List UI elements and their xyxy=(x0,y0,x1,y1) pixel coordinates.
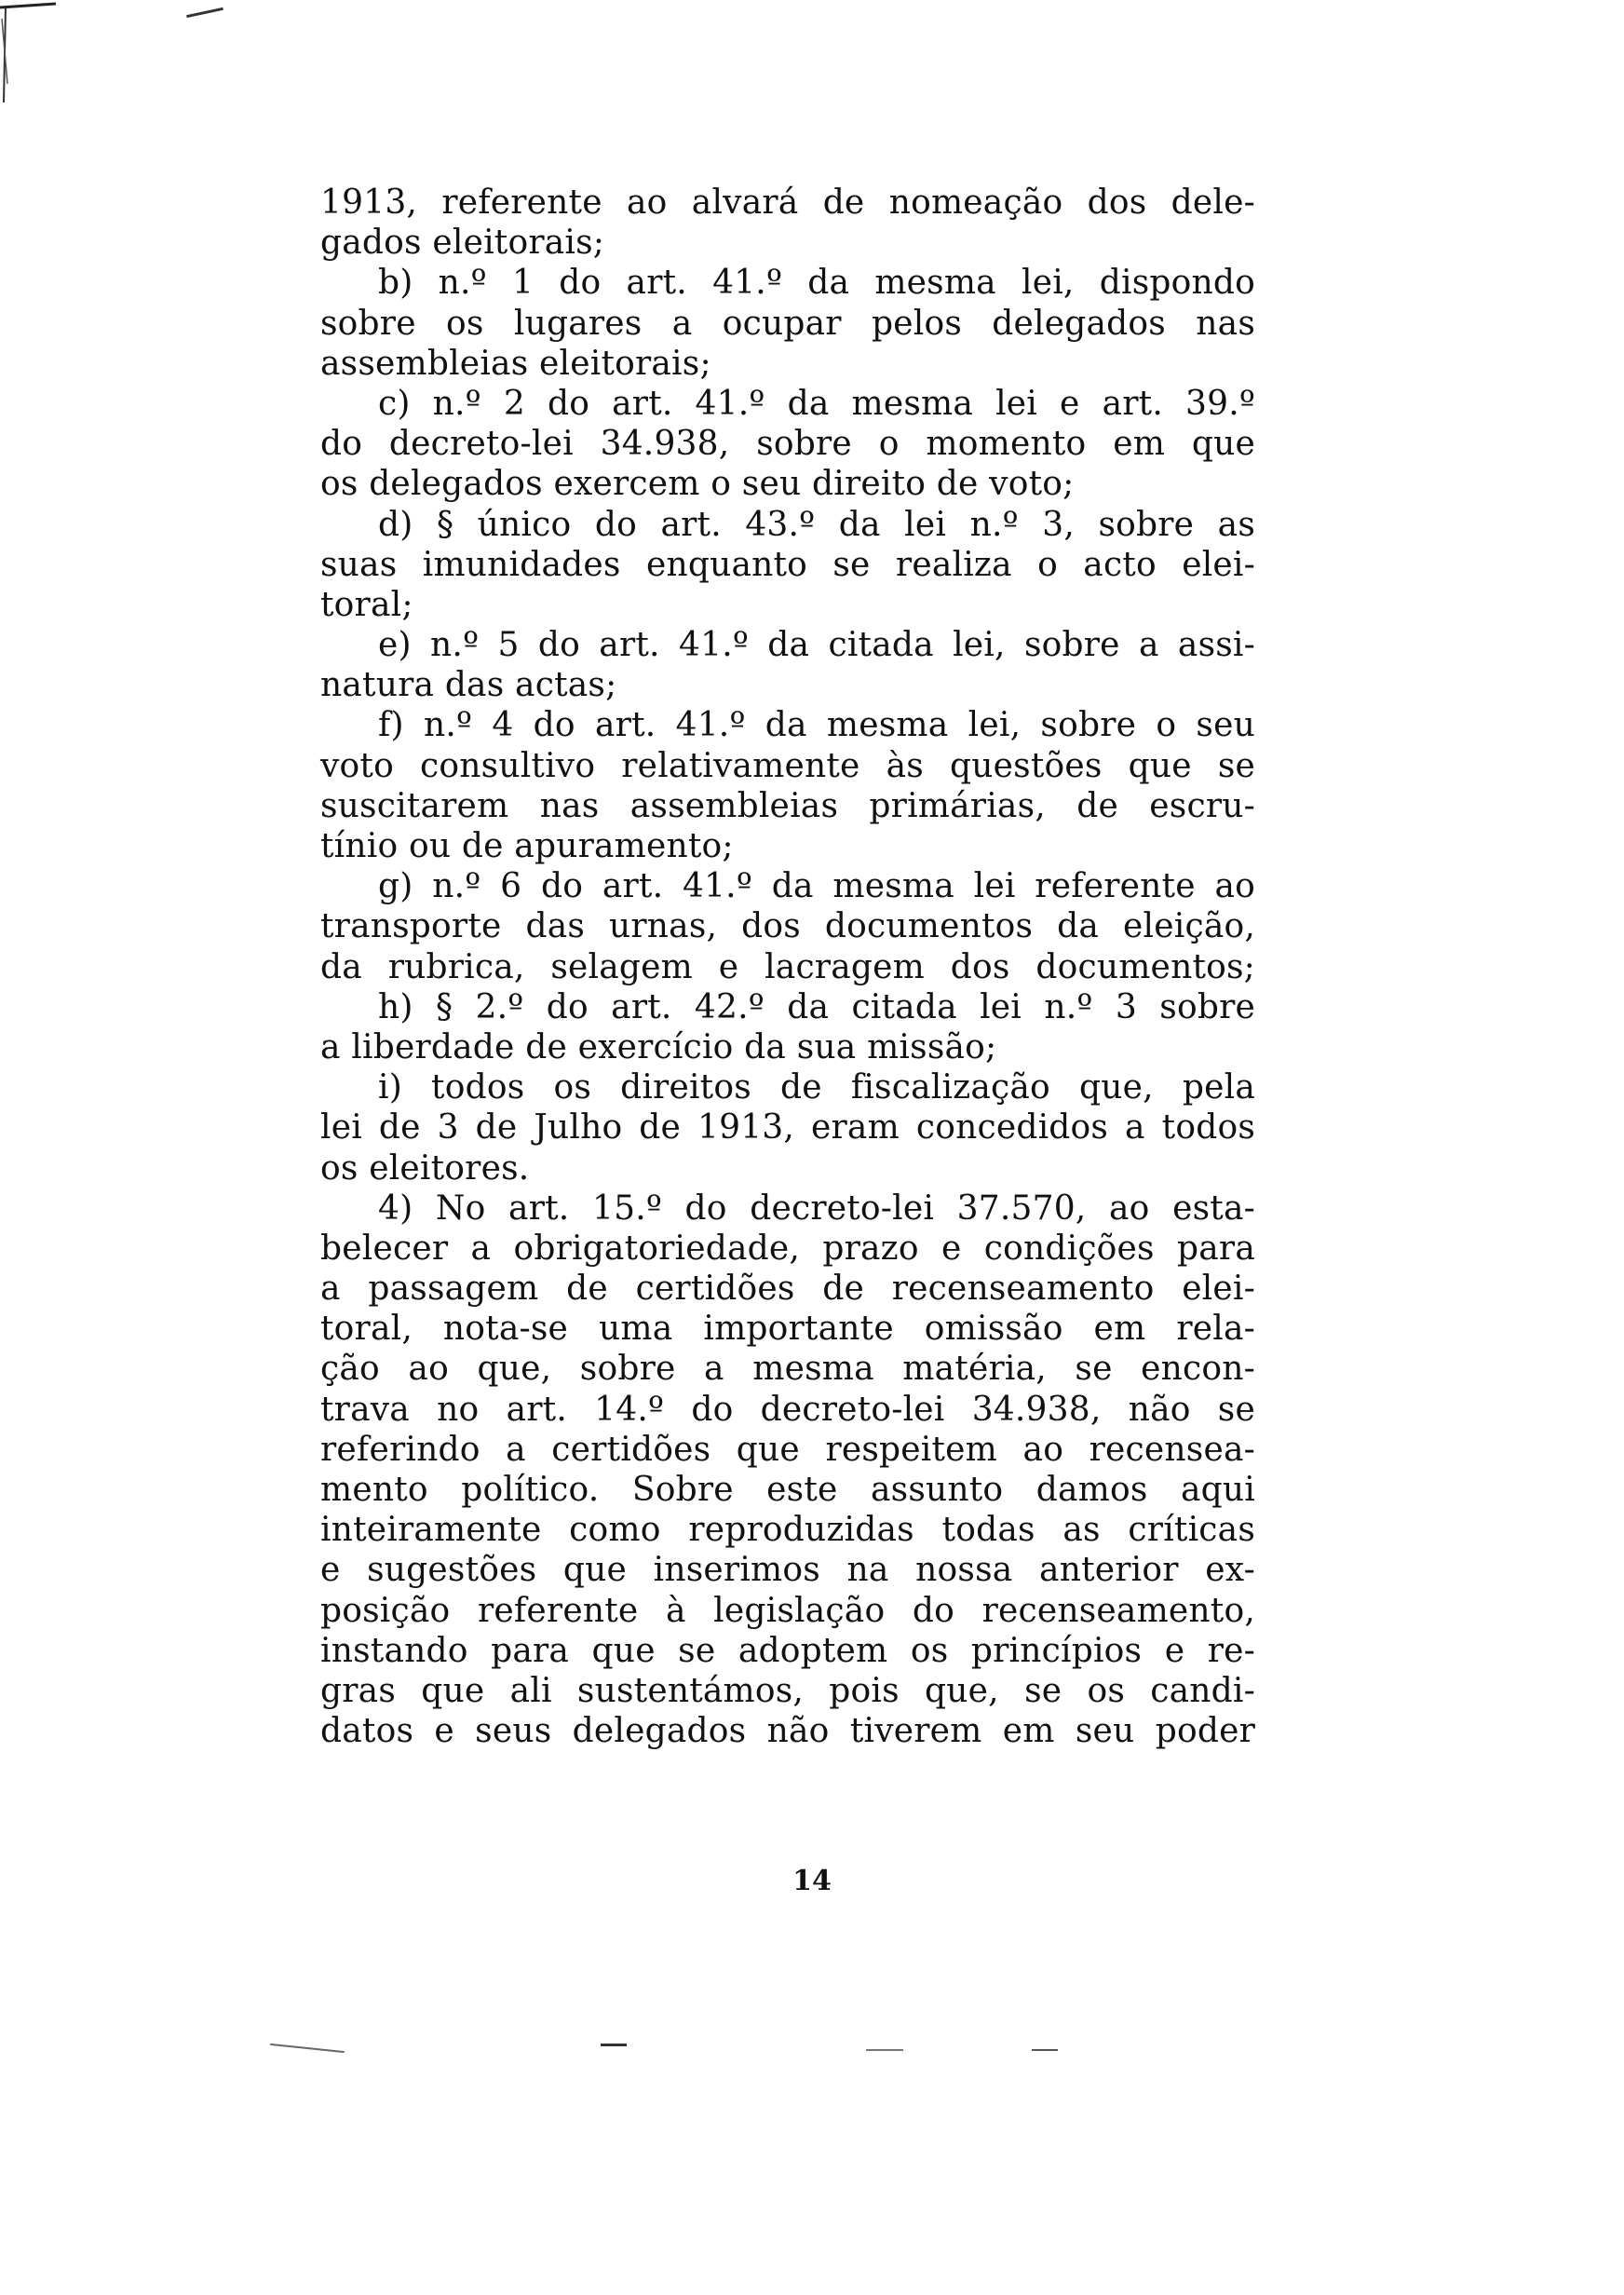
text-line: datos e seus delegados não tiverem em seu poder xyxy=(320,1712,1255,1751)
text-line: instando para que se adoptem os princípios e re- xyxy=(320,1631,1255,1670)
text-line: 4) No art. 15.º do decreto-lei 37.570, ao esta- xyxy=(378,1188,1255,1228)
text-line: sobre os lugares a ocupar pelos delegados nas xyxy=(320,304,1255,343)
text-line: f) n.º 4 do art. 41.º da mesma lei, sobre o seu xyxy=(378,706,1255,745)
text-line: c) n.º 2 do art. 41.º da mesma lei e art. 39.º xyxy=(378,384,1255,423)
scan-dash-top xyxy=(186,7,223,18)
text-line: trava no art. 14.º do decreto-lei 34.938, não se xyxy=(320,1390,1255,1429)
text-line: mento político. Sobre este assunto damos aqui xyxy=(320,1471,1255,1509)
scan-dash-bottom-2 xyxy=(601,2044,627,2046)
text-line: gados eleitorais; xyxy=(320,224,605,263)
text-line: gras que ali sustentámos, pois que, se os candi- xyxy=(320,1671,1255,1710)
text-line: os delegados exercem o seu direito de voto; xyxy=(320,465,1075,504)
text-line: toral, nota-se uma importante omissão em rela- xyxy=(320,1310,1255,1349)
scan-dash-bottom-4 xyxy=(1032,2049,1058,2051)
text-line: do decreto-lei 34.938, sobre o momento em que xyxy=(320,425,1255,464)
page-number: 14 xyxy=(792,1865,832,1897)
text-line: da rubrica, selagem e lacragem dos documentos; xyxy=(320,947,1255,986)
text-line: a liberdade de exercício da sua missão; xyxy=(320,1027,997,1066)
text-line: h) § 2.º do art. 42.º da citada lei n.º 3 sobre xyxy=(378,987,1255,1026)
text-line: d) § único do art. 43.º da lei n.º 3, sobre as xyxy=(378,505,1255,544)
text-line: a passagem de certidões de recenseamento elei- xyxy=(320,1270,1255,1309)
text-line: g) n.º 6 do art. 41.º da mesma lei referente ao xyxy=(378,867,1255,906)
text-line: posição referente à legislação do recenseamento, xyxy=(320,1591,1255,1630)
text-line: inteiramente como reproduzidas todas as críticas xyxy=(320,1511,1255,1550)
text-line: os eleitores. xyxy=(320,1148,530,1188)
text-line: e sugestões que inserimos na nossa anterior ex- xyxy=(320,1551,1255,1590)
text-line: b) n.º 1 do art. 41.º da mesma lei, dispondo xyxy=(378,264,1255,303)
text-line: ção ao que, sobre a mesma matéria, se encon- xyxy=(320,1350,1255,1389)
scan-dash-bottom-1 xyxy=(270,2044,345,2053)
text-line: referindo a certidões que respeitem ao recensea- xyxy=(320,1430,1255,1469)
text-line: belecer a obrigatoriedade, prazo e condições para xyxy=(320,1229,1255,1268)
text-line: assembleias eleitorais; xyxy=(320,344,711,383)
text-line: suscitarem nas assembleias primárias, de escru- xyxy=(320,786,1255,825)
text-line: lei de 3 de Julho de 1913, eram concedidos a todos xyxy=(320,1108,1255,1148)
text-line: toral; xyxy=(320,585,413,624)
body-text xyxy=(320,183,1255,1751)
text-line: natura das actas; xyxy=(320,666,617,705)
text-line: suas imunidades enquanto se realiza o acto elei- xyxy=(320,545,1255,584)
text-line: voto consultivo relativamente às questões que se xyxy=(320,746,1255,785)
scan-dash-bottom-3 xyxy=(866,2049,903,2051)
text-line: i) todos os direitos de fiscalização que, pela xyxy=(378,1068,1255,1107)
text-line: e) n.º 5 do art. 41.º da citada lei, sobre a assi- xyxy=(378,626,1255,665)
text-line: transporte das urnas, dos documentos da eleição, xyxy=(320,907,1255,946)
scan-edge-mark xyxy=(0,0,74,112)
text-line: 1913, referente ao alvará de nomeação dos dele- xyxy=(320,183,1255,222)
text-line: tínio ou de apuramento; xyxy=(320,827,734,865)
